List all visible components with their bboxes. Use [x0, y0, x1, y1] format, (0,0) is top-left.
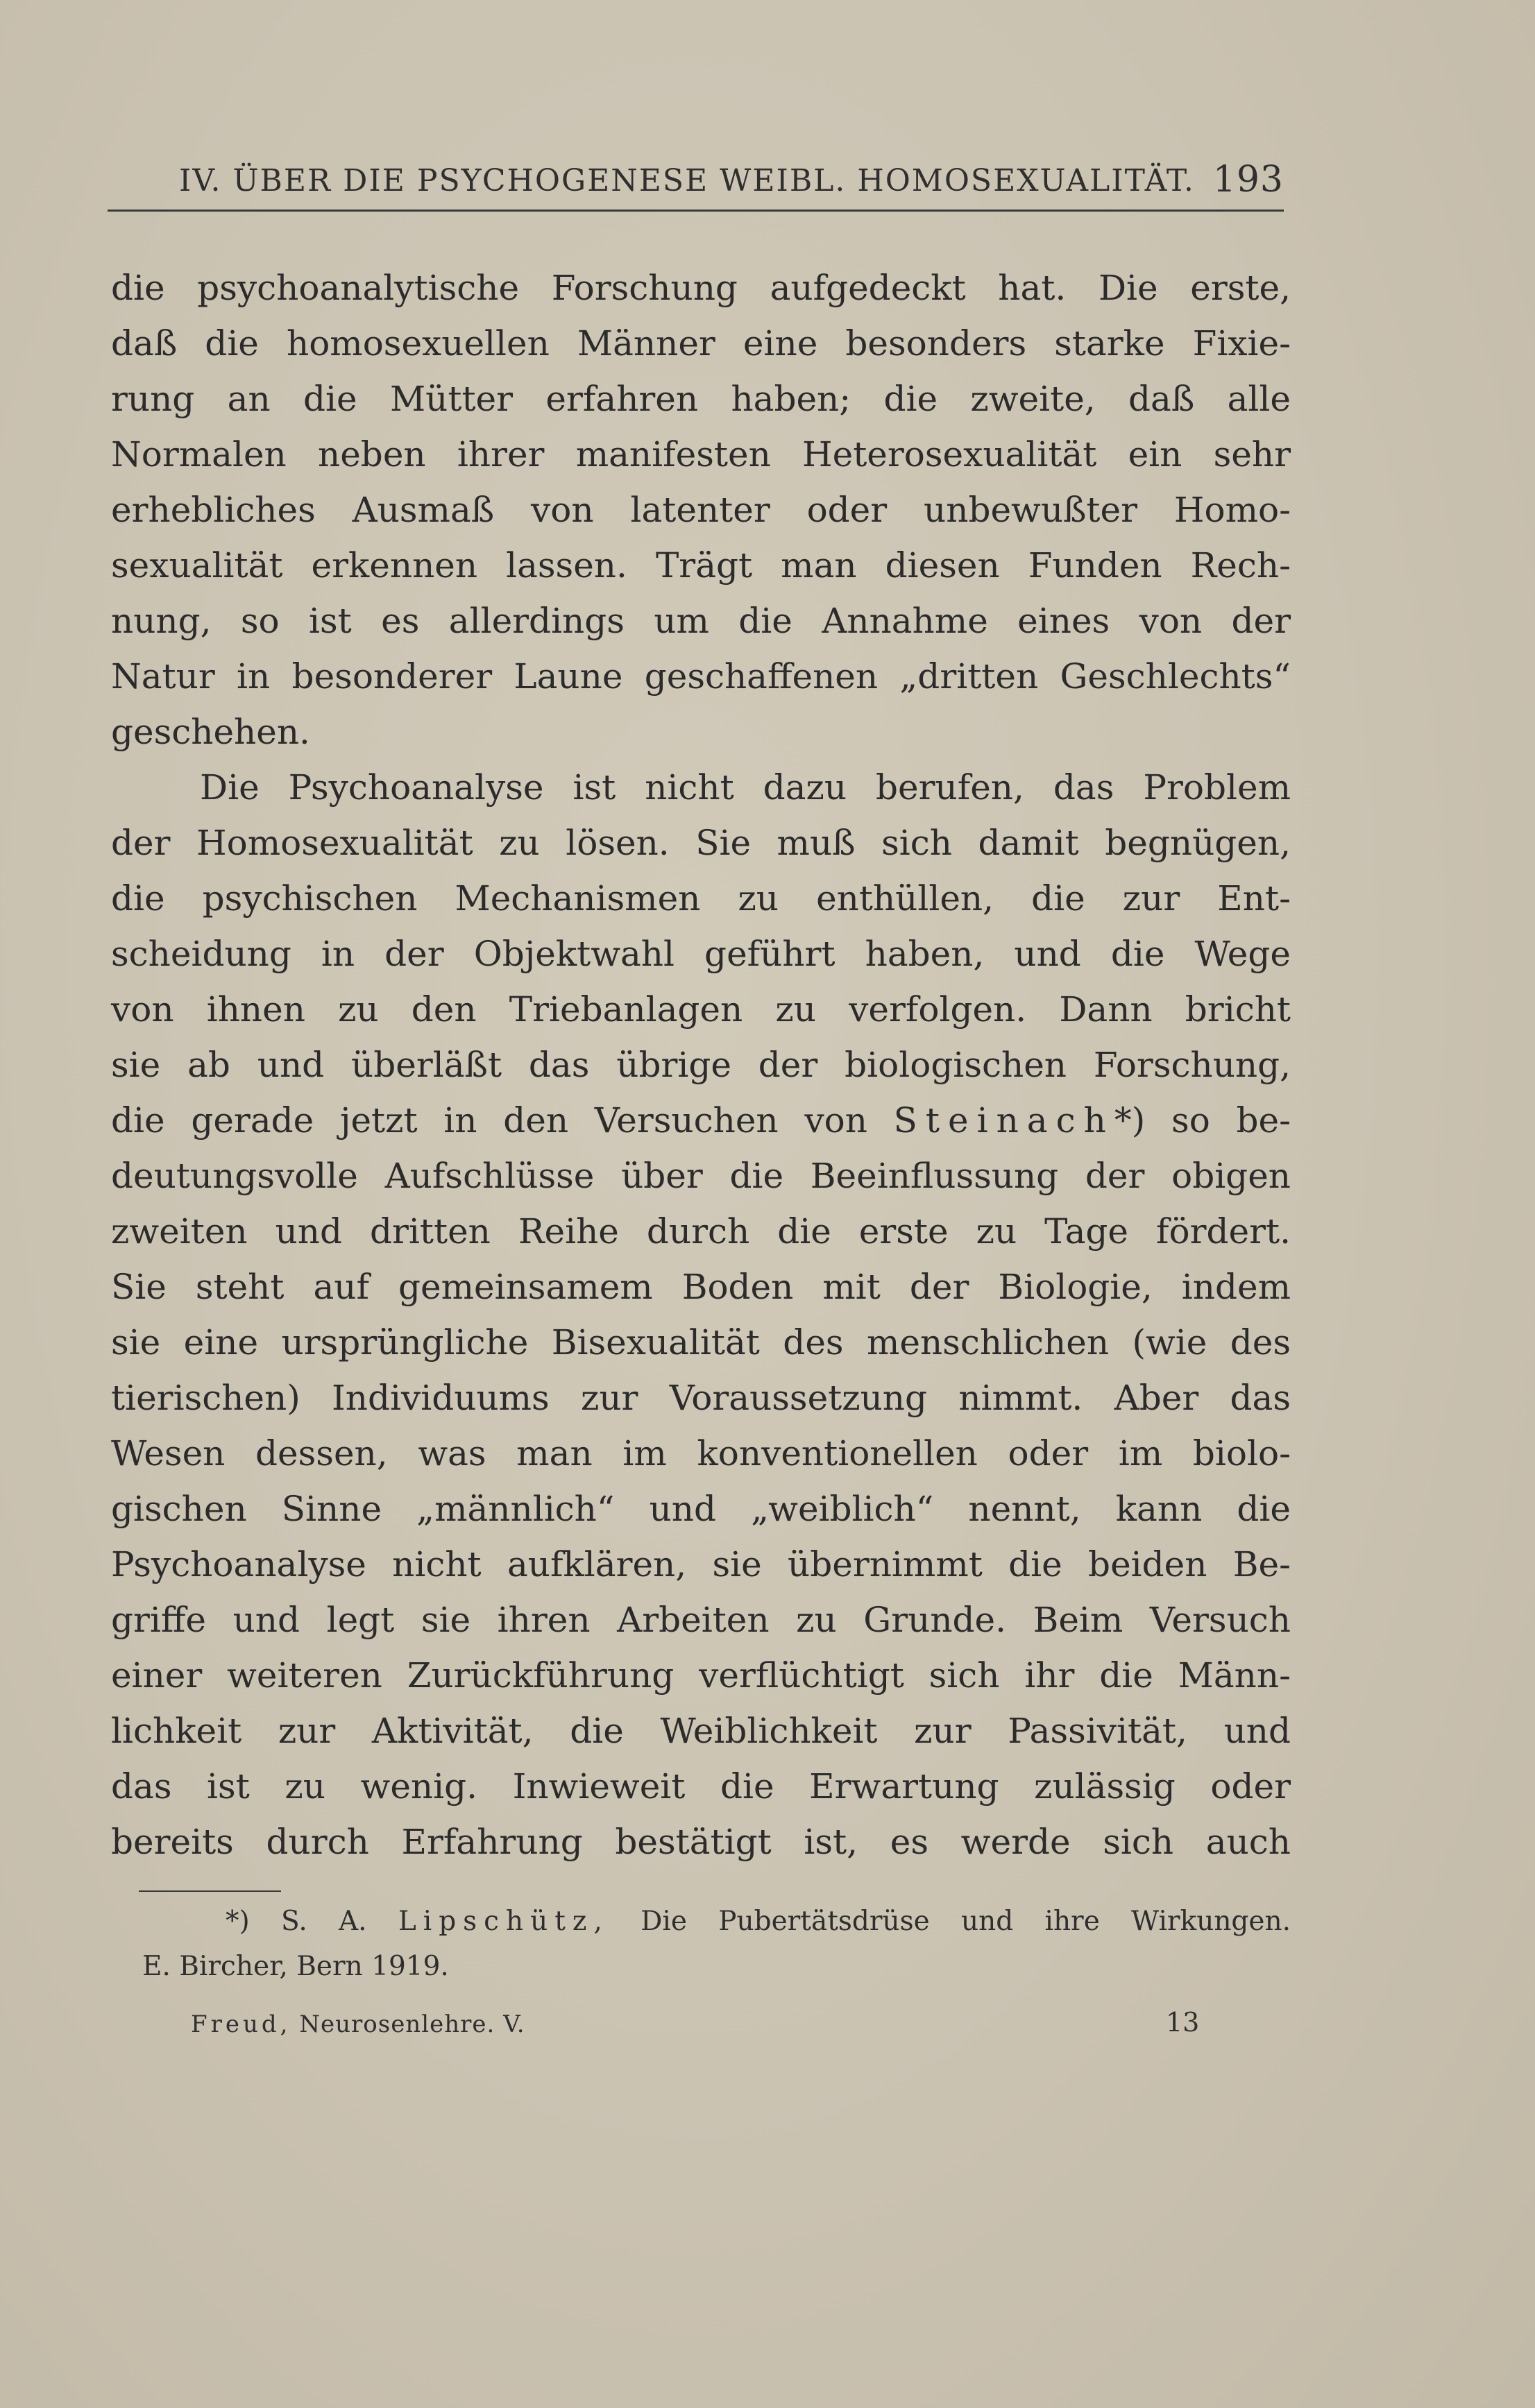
text-line: rung an die Mütter erfahren haben; die zweite, daß alle: [111, 379, 1291, 419]
text-line: sie eine ursprüngliche Bisexualität des menschlichen (wie des: [111, 1322, 1291, 1363]
header-rule: [108, 210, 1284, 212]
text-line: Normalen neben ihrer manifesten Heterosexualität ein sehr: [111, 434, 1291, 475]
footnote: [226, 1901, 1291, 1942]
sheet-signature: 13: [1166, 2007, 1200, 2038]
text-line: bereits durch Erfahrung bestätigt ist, es werde sich auch: [111, 1822, 1291, 1862]
page-number: 193: [1212, 159, 1284, 200]
text-line: die gerade jetzt in den Versuchen von Steinach*) so be-: [111, 1100, 1291, 1141]
emphasized-name: Steinach: [893, 1100, 1114, 1141]
running-title: IV. ÜBER DIE PSYCHOGENESE WEIBL. HOMOSEXUALITÄT.: [179, 163, 1195, 198]
text-line: geschehen.: [111, 712, 310, 752]
text-line: nung, so ist es allerdings um die Annahme eines von der: [111, 601, 1291, 641]
footnote-marker: *) S. A.: [226, 1906, 367, 1937]
text-line: der Homosexualität zu lösen. Sie muß sich damit begnügen,: [111, 823, 1291, 863]
text-line: einer weiteren Zurückführung verflüchtigt sich ihr die Männ-: [111, 1655, 1291, 1696]
footnote-author: Lipschütz,: [398, 1906, 609, 1937]
footnote-citation: Die Pubertätsdrüse und ihre Wirkungen.: [641, 1906, 1291, 1937]
text-line: das ist zu wenig. Inwieweit die Erwartung zulässig oder: [111, 1766, 1291, 1807]
running-header: [104, 156, 1284, 212]
printer-signature-line: [191, 2007, 525, 2042]
text-line: die psychischen Mechanismen zu enthüllen, die zur Ent-: [111, 878, 1291, 919]
text-line: Wesen dessen, was man im konventionellen oder im biolo-: [111, 1433, 1291, 1474]
signature-series: Neurosenlehre. V.: [299, 2010, 525, 2038]
text-line: Psychoanalyse nicht aufklären, sie übernimmt die beiden Be-: [111, 1544, 1291, 1585]
text-line: griffe und legt sie ihren Arbeiten zu Grunde. Beim Versuch: [111, 1600, 1291, 1640]
text-line: daß die homosexuellen Männer eine besonders starke Fixie-: [111, 323, 1291, 364]
signature-author: Freud,: [191, 2010, 291, 2038]
text-line: tierischen) Individuums zur Voraussetzung nimmt. Aber das: [111, 1378, 1291, 1418]
footnote-continuation: E. Bircher, Bern 1919.: [142, 1951, 449, 1982]
text-line: gischen Sinne „männlich“ und „weiblich“ nennt, kann die: [111, 1489, 1291, 1529]
text-line: Natur in besonderer Laune geschaffenen „dritten Geschlechts“: [111, 656, 1291, 697]
text-line: lichkeit zur Aktivität, die Weiblichkeit zur Passivität, und: [111, 1711, 1291, 1751]
text-line: scheidung in der Objektwahl geführt haben, und die Wege: [111, 934, 1291, 974]
text-line: sie ab und überläßt das übrige der biologischen Forschung,: [111, 1045, 1291, 1085]
text-line: von ihnen zu den Triebanlagen zu verfolgen. Dann bricht: [111, 989, 1291, 1030]
text-line: Sie steht auf gemeinsamem Boden mit der Biologie, indem: [111, 1267, 1291, 1307]
text-line: die psychoanalytische Forschung aufgedeckt hat. Die erste,: [111, 268, 1291, 308]
footnote-rule: [139, 1890, 281, 1892]
text-line: deutungsvolle Aufschlüsse über die Beeinflussung der obigen: [111, 1156, 1291, 1196]
text-line: erhebliches Ausmaß von latenter oder unbewußter Homo-: [111, 490, 1291, 530]
text-line: sexualität erkennen lassen. Trägt man diesen Funden Rech-: [111, 545, 1291, 586]
paragraph-start-line: Die Psychoanalyse ist nicht dazu berufen, das Problem: [200, 767, 1291, 808]
text-line: zweiten und dritten Reihe durch die erste zu Tage fördert.: [111, 1211, 1291, 1252]
